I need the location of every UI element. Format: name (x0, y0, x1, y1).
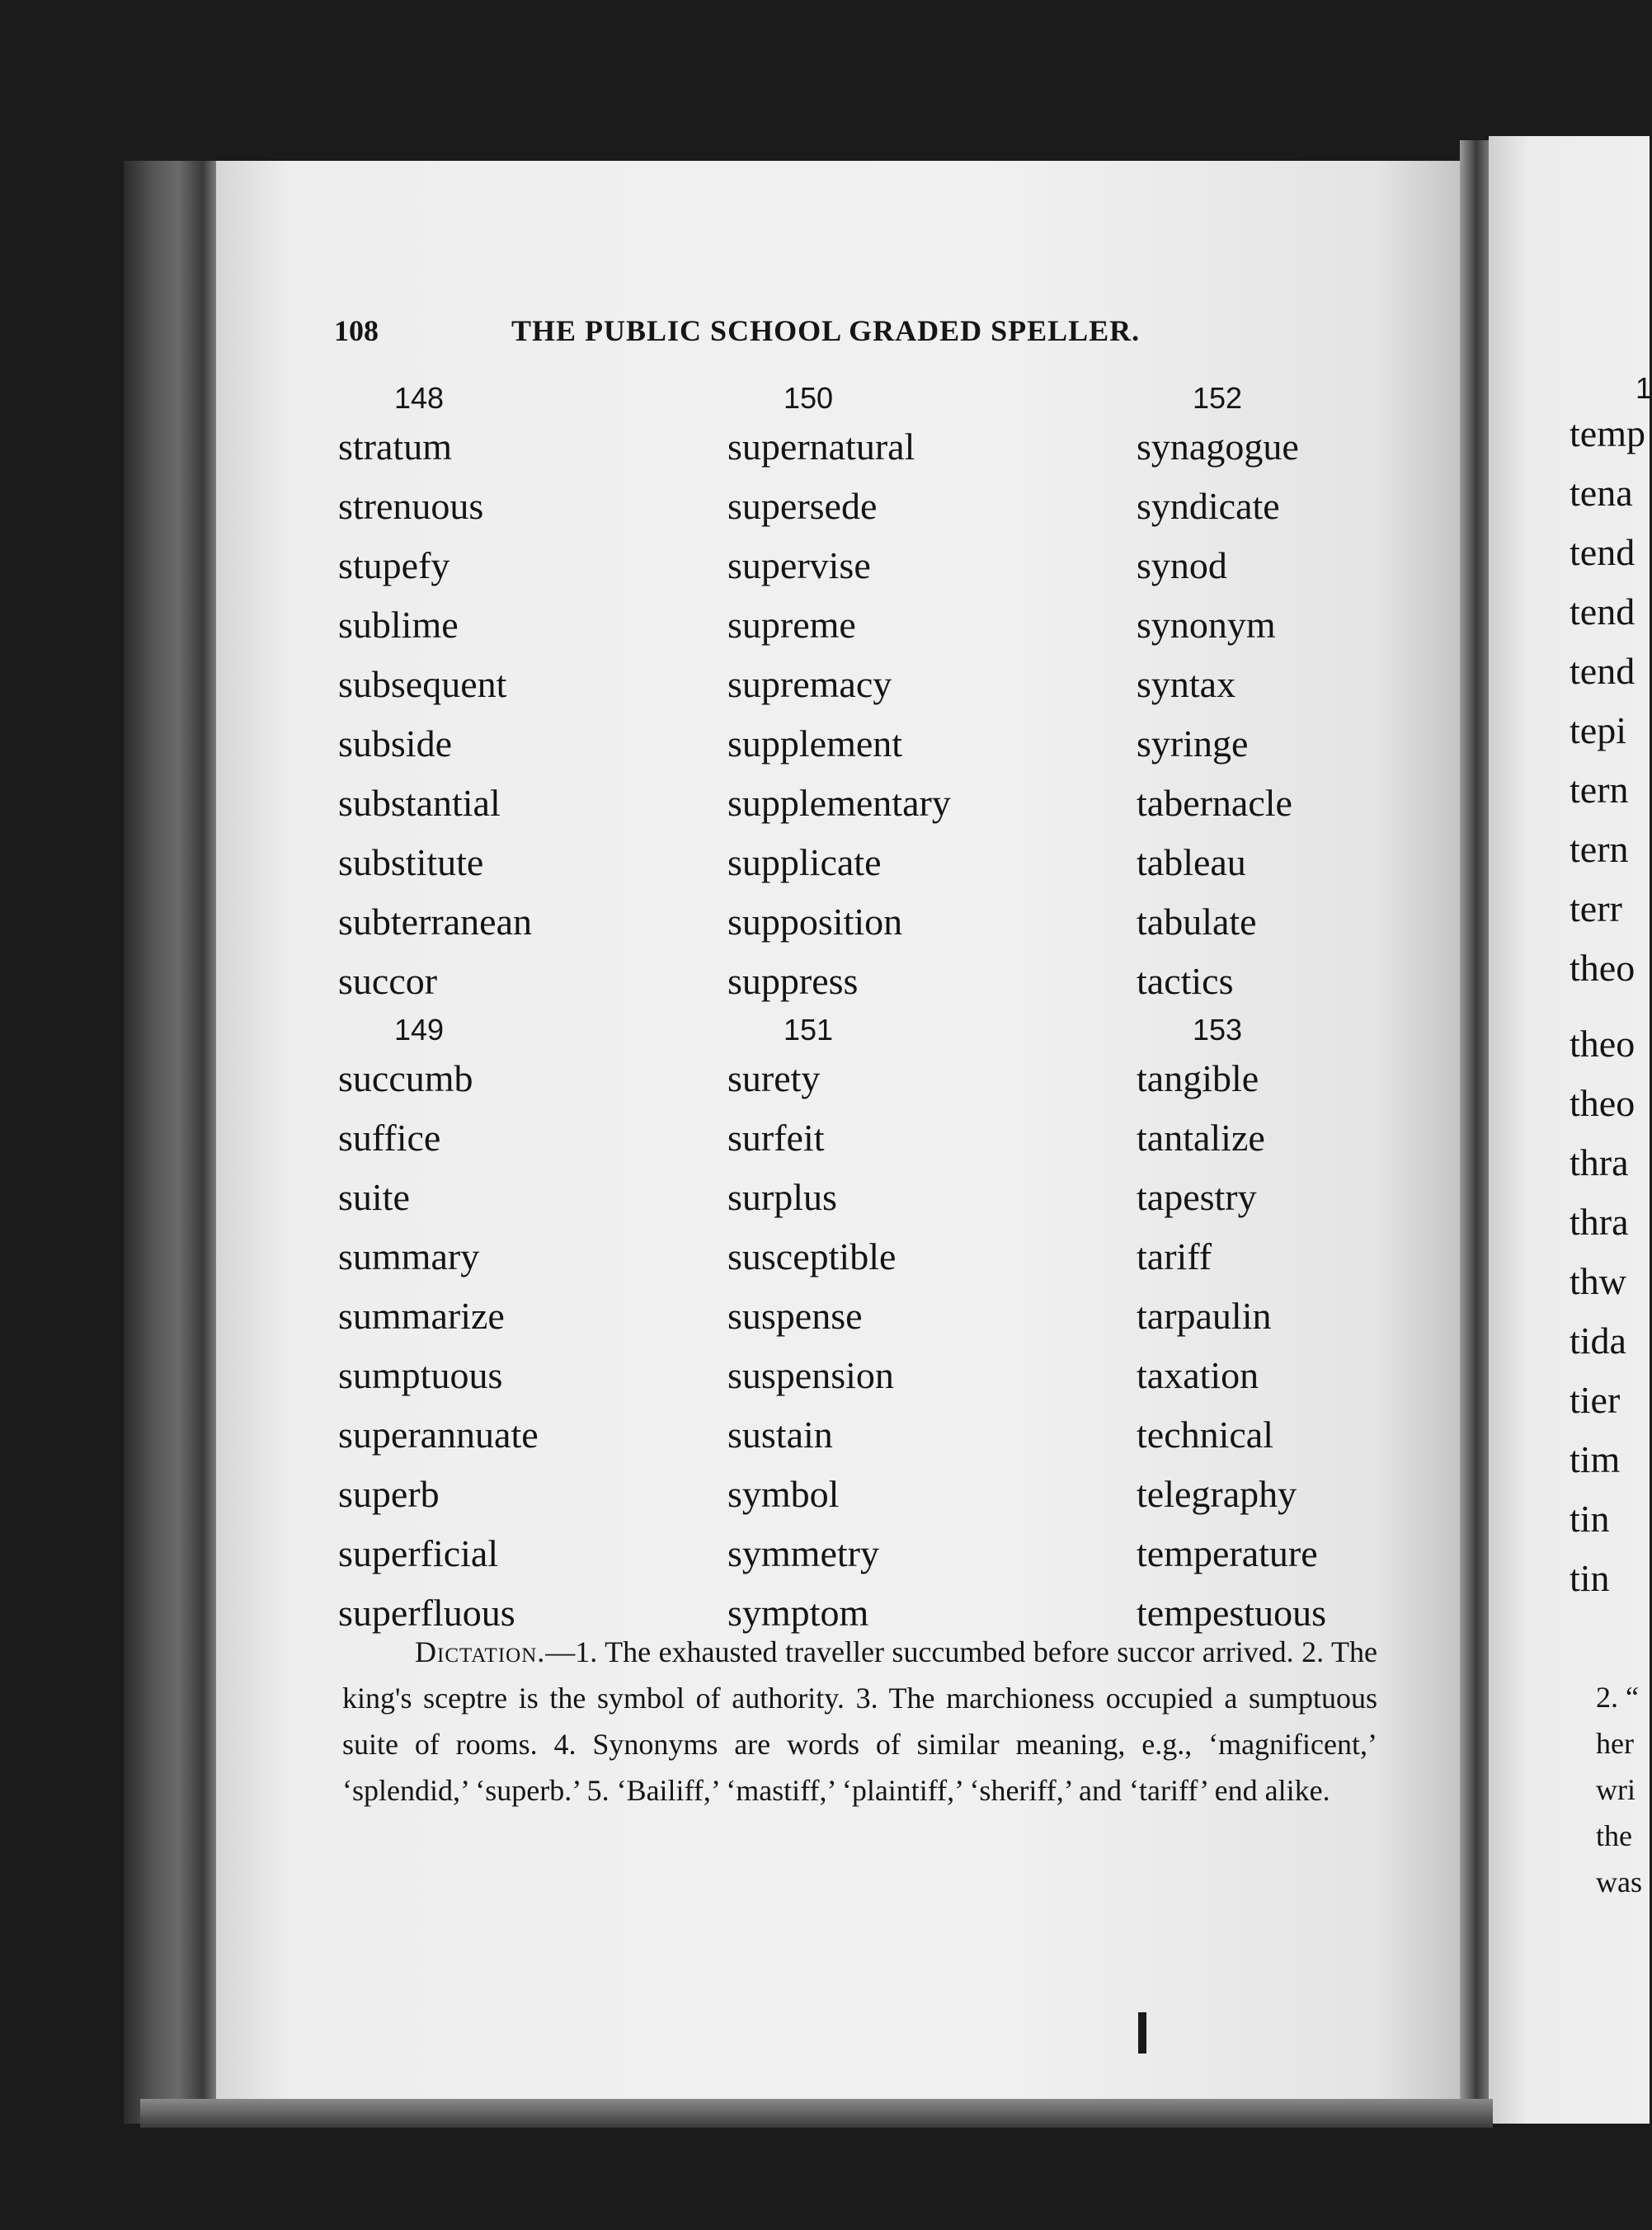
right-word-fragment: tin (1570, 1557, 1610, 1599)
spelling-word: taxation (1137, 1354, 1259, 1396)
spelling-word: suspension (727, 1354, 894, 1396)
spelling-word: tactics (1137, 960, 1234, 1002)
spelling-word: succumb (338, 1057, 473, 1099)
spelling-word: tangible (1137, 1057, 1259, 1099)
spelling-word: telegraphy (1137, 1473, 1297, 1515)
spelling-word: tapestry (1137, 1176, 1257, 1218)
spelling-word: symmetry (727, 1532, 879, 1574)
spelling-word: tableau (1137, 841, 1246, 883)
lesson-number: 150 (784, 381, 834, 415)
dictation-paragraph (342, 1629, 1377, 1814)
right-dictation-fragment: was (1596, 1865, 1642, 1898)
spelling-word: subterranean (338, 901, 532, 943)
right-word-fragment: tend (1570, 590, 1636, 633)
right-word-fragment: terr (1570, 887, 1622, 929)
spelling-word: synonym (1137, 604, 1276, 646)
lesson-block (338, 1011, 701, 1643)
spelling-word: summarize (338, 1295, 505, 1337)
page-header (334, 313, 1192, 346)
word-column-3 (1137, 379, 1499, 1643)
spelling-word: surplus (727, 1176, 837, 1218)
lesson-block (1137, 1011, 1499, 1643)
spelling-word: substantial (338, 782, 501, 824)
spelling-word: synagogue (1137, 426, 1299, 468)
right-word-fragment: tend (1570, 650, 1636, 692)
right-word-fragment: tier (1570, 1379, 1621, 1421)
lesson-number: 153 (1193, 1013, 1243, 1047)
spelling-word: temperature (1137, 1532, 1318, 1574)
right-page-word-fragments (1570, 371, 1652, 1608)
spelling-word: subside (338, 722, 452, 765)
right-dictation-fragment: wri (1596, 1773, 1636, 1806)
spelling-word: supersede (727, 485, 878, 527)
right-lesson-number-fragment: 1 (1636, 371, 1652, 405)
right-word-fragment: tena (1570, 472, 1633, 514)
dictation-text: —1. The exhausted traveller succumbed before succor arrived. 2. The king's sceptre is the symbol of authority. 3. The marchioness occupied a sumptuous suite of rooms. 4. Synonyms are words of similar meaning, e.g., ‘magnificent,’ ‘splendid,’ ‘superb.’ 5. ‘Bailiff,’ ‘mastiff,’ ‘plaintiff,’ ‘sheriff,’ and ‘tariff’ end alike. (342, 1635, 1377, 1807)
right-word-fragment: thw (1570, 1260, 1626, 1302)
spelling-word: sublime (338, 604, 459, 646)
spelling-word: supernatural (727, 426, 915, 468)
right-page-dictation-fragments (1596, 1674, 1642, 1905)
spelling-word: sumptuous (338, 1354, 503, 1396)
right-word-fragment: tern (1570, 769, 1629, 811)
right-dictation-fragment: her (1596, 1727, 1634, 1760)
spelling-word: syndicate (1137, 485, 1280, 527)
lesson-block (338, 379, 701, 1011)
right-word-fragment: thra (1570, 1141, 1629, 1183)
running-title: THE PUBLIC SCHOOL GRADED SPELLER. (511, 314, 1141, 347)
spelling-word: stratum (338, 426, 452, 468)
spelling-word: supreme (727, 604, 856, 646)
word-column-1 (338, 379, 701, 1643)
spelling-word: supervise (727, 544, 871, 586)
spelling-word: technical (1137, 1414, 1274, 1456)
spelling-word: suite (338, 1176, 410, 1218)
spelling-word: surfeit (727, 1117, 825, 1159)
spelling-word: substitute (338, 841, 484, 883)
spelling-word: superficial (338, 1532, 499, 1574)
spelling-word: strenuous (338, 485, 484, 527)
right-word-fragment: tend (1570, 531, 1636, 573)
page-bottom-edge (140, 2099, 1493, 2128)
spelling-word: suffice (338, 1117, 441, 1159)
spelling-word: syringe (1137, 722, 1249, 765)
right-word-fragment: tin (1570, 1498, 1610, 1540)
spelling-word: tabulate (1137, 901, 1257, 943)
spelling-word: tariff (1137, 1235, 1212, 1277)
dictation-label: Dictation. (415, 1635, 546, 1668)
spelling-word: sustain (727, 1414, 833, 1456)
spelling-word: succor (338, 960, 438, 1002)
spelling-word: tabernacle (1137, 782, 1292, 824)
spelling-word: superb (338, 1473, 440, 1515)
right-word-fragment: tim (1570, 1438, 1621, 1480)
right-word-fragment: tida (1570, 1320, 1626, 1362)
right-dictation-fragment: 2. “ (1596, 1681, 1639, 1714)
spelling-word: syntax (1137, 663, 1236, 705)
spelling-word: subsequent (338, 663, 507, 705)
lesson-number: 152 (1193, 381, 1243, 415)
spelling-word: tempestuous (1137, 1592, 1326, 1634)
right-word-fragment: theo (1570, 1082, 1636, 1124)
spelling-word: synod (1137, 544, 1227, 586)
spelling-word: surety (727, 1057, 821, 1099)
lesson-block (1137, 379, 1499, 1011)
right-word-fragment: theo (1570, 947, 1636, 989)
spelling-word: symbol (727, 1473, 840, 1515)
spelling-word: suspense (727, 1295, 863, 1337)
spelling-word: tarpaulin (1137, 1295, 1272, 1337)
spelling-word: symptom (727, 1592, 869, 1634)
word-column-2 (727, 379, 1090, 1643)
spelling-word: superfluous (338, 1592, 515, 1634)
right-dictation-fragment: the (1596, 1819, 1632, 1852)
spelling-word: suppress (727, 960, 859, 1002)
spelling-word: superannuate (338, 1414, 539, 1456)
spelling-word: summary (338, 1235, 480, 1277)
spelling-word: supposition (727, 901, 903, 943)
lesson-number: 149 (394, 1013, 445, 1047)
lesson-block (727, 1011, 1090, 1643)
lesson-number: 151 (784, 1013, 834, 1047)
page-number: 108 (334, 314, 379, 347)
right-word-fragment: tepi (1570, 709, 1626, 751)
spelling-word: supplementary (727, 782, 951, 824)
right-word-fragment: tern (1570, 828, 1629, 870)
ink-mark (1138, 2012, 1146, 2054)
right-word-fragment: thra (1570, 1201, 1629, 1243)
right-word-fragment: theo (1570, 1023, 1636, 1065)
lesson-block (727, 379, 1090, 1011)
spelling-word: tantalize (1137, 1117, 1265, 1159)
spelling-word: supremacy (727, 663, 892, 705)
spelling-word: supplement (727, 722, 903, 765)
book-binding-edge (124, 161, 223, 2124)
right-word-fragment: temp (1570, 412, 1645, 454)
lesson-number: 148 (394, 381, 445, 415)
spelling-word: susceptible (727, 1235, 897, 1277)
spelling-word: supplicate (727, 841, 882, 883)
spelling-word: stupefy (338, 544, 450, 586)
